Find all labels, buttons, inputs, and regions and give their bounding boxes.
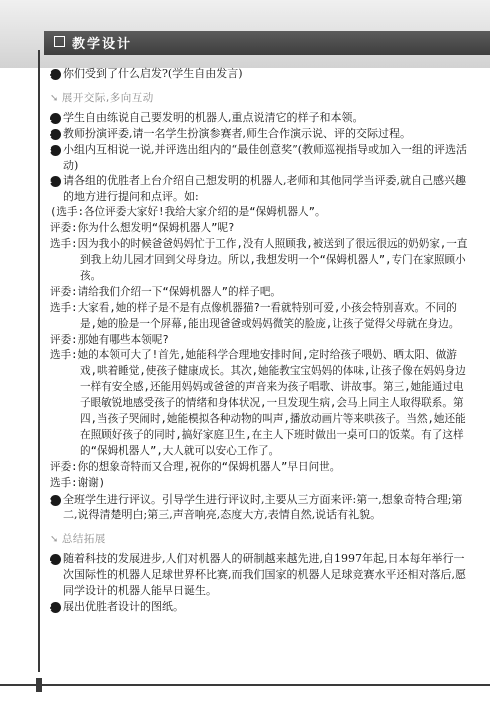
number-badge: 4 bbox=[50, 176, 61, 187]
dialogue-line: 选手:谢谢) bbox=[50, 476, 106, 489]
section-heading: ➘ 展开交际,多向互动 bbox=[50, 91, 154, 104]
dialogue-line: 评委:你为什么想发明“保姆机器人”呢? bbox=[50, 222, 235, 235]
dialogue-line: 评委:你的想象奇特而又合理,祝你的“保姆机器人”早日问世。 bbox=[50, 460, 341, 473]
number-badge: 2 bbox=[50, 129, 61, 140]
list-item: 3 小组内互相说一说,并评选出组内的“最佳创意奖”(教师巡视指导或加入一组的评选活动) bbox=[46, 142, 468, 172]
list-item: 5 全班学生进行评议。引导学生进行评议时,主要从三方面来评:第一,想象奇特合理;第二,说得清楚明白;第三,声音响亮,态度大方,表情自然,说话有礼貌。 bbox=[46, 492, 463, 522]
footer-tick bbox=[36, 678, 42, 692]
list-item: 2 教师扮演评委,请一名学生扮演参赛者,师生合作演示说、评的交际过程。 bbox=[46, 126, 411, 140]
dialogue-line: (选手:各位评委大家好!我给大家介绍的是“保姆机器人”。 bbox=[50, 206, 326, 219]
left-margin-rule bbox=[38, 50, 40, 672]
dialogue-line: 选手:因为我小的时候爸爸妈妈忙于工作,没有人照顾我,被送到了很远很远的奶奶家,一直到我上幼儿园才回到父母身边。所以,我想发明一个“保姆机器人”,专门在家照顾小孩。 bbox=[50, 238, 468, 282]
dialogue-line: 选手:大家看,她的样子是不是有点像机器猫?一看就特别可爱,小孩会特别喜欢。不同的是,她的脸是一个屏幕,能出现爸爸或妈妈微笑的脸庞,让孩子觉得父母就在身边。 bbox=[50, 301, 460, 330]
header-title: 教学设计 bbox=[72, 37, 133, 52]
number-badge: 5 bbox=[50, 495, 61, 506]
page-body bbox=[46, 66, 472, 615]
number-badge: 2 bbox=[50, 602, 61, 613]
double-arrow-icon: ➘ bbox=[50, 92, 59, 104]
double-arrow-icon: ➘ bbox=[50, 534, 59, 546]
dialogue-line: 评委:请给我们介绍一下“保姆机器人”的样子吧。 bbox=[50, 285, 282, 298]
list-item: 1 随着科技的发展进步,人们对机器人的研制越来越先进,自1997年起,日本每年举行一次国际性的机器人足球世界杯比赛,而我们国家的机器人足球竞赛水平还相对落后,愿同学设计的机器人能早日诞生。 bbox=[46, 552, 466, 598]
dialogue-block bbox=[50, 205, 472, 491]
number-badge: 1 bbox=[50, 113, 61, 124]
number-badge: 1 bbox=[50, 554, 61, 565]
number-badge: 3 bbox=[50, 145, 61, 156]
dialogue-line: 选手:她的本领可大了!首先,她能科学合理地安排时间,定时给孩子喂奶、晒太阳、做游戏,哄着睡觉,使孩子健康成长。其次,她能教宝宝妈妈的体味,让孩子像在妈妈身边一样有安全感,还能用妈妈或爸爸的声音来为孩子唱歌、讲故事。第三,她能通过电子眼敏锐地感受孩子的情绪和身体状况,一旦发现生病,会马上同主人取得联系。第四,当孩子哭闹时,她能模拟各种动物的叫声,播放动画片等来哄孩子。当然,她还能在照顾好孩子的同时,搞好家庭卫生,在主人下班时做出一桌可口的饭菜。有了这样的“保姆机器人”,大人就可以安心工作了。 bbox=[50, 349, 466, 457]
section-heading: ➘ 总结拓展 bbox=[50, 533, 106, 546]
intro-item: 2 你们受到了什么启发?(学生自由发言) bbox=[46, 67, 243, 80]
dialogue-line: 评委:那她有哪些本领呢? bbox=[50, 333, 169, 346]
list-item: 1 学生自由练说自己要发明的机器人,重点说清它的样子和本领。 bbox=[46, 110, 364, 124]
list-item: 4 请各组的优胜者上台介绍自己想发明的机器人,老师和其他同学当评委,就自己感兴趣的地方进行提问和点评。如: bbox=[46, 174, 466, 204]
number-badge: 2 bbox=[50, 69, 61, 80]
square-icon bbox=[54, 36, 65, 47]
footer-rule bbox=[0, 684, 490, 686]
list-item: 2 展出优胜者设计的图纸。 bbox=[46, 600, 184, 613]
